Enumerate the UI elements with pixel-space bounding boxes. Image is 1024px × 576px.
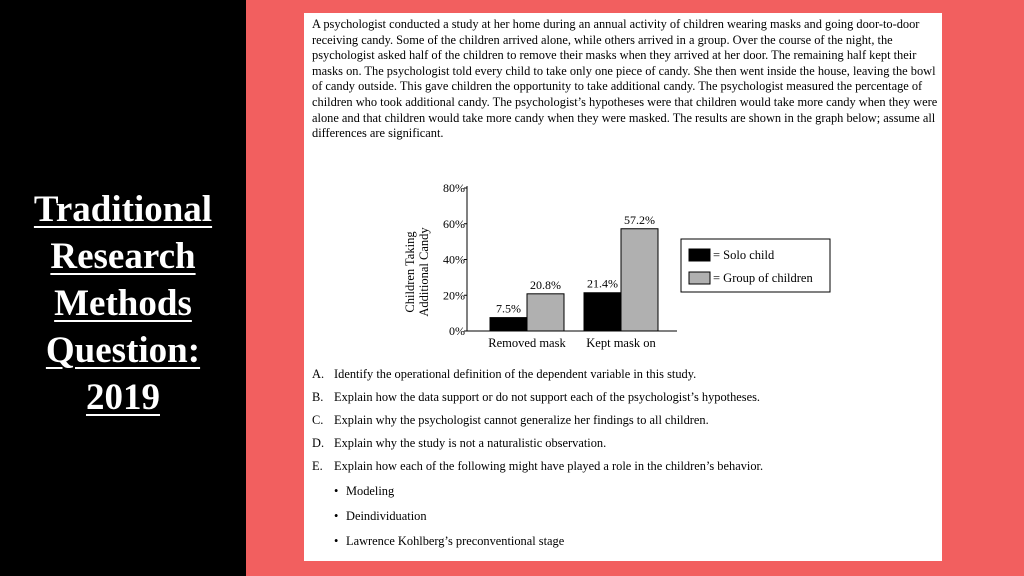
title-line: Methods (54, 282, 192, 324)
y-axis-label-line1: Children Taking (403, 231, 417, 313)
question-b (312, 390, 760, 405)
question-letter: C. (312, 413, 324, 427)
question-e (312, 459, 763, 474)
bullet-dot: • (334, 534, 339, 548)
legend-swatch-solo (689, 249, 710, 261)
chart-legend (681, 239, 830, 292)
y-tick-label: 80% (443, 181, 465, 195)
title-line: Research (50, 235, 196, 277)
y-tick-label: 40% (443, 252, 465, 267)
title-line: Traditional (33, 188, 213, 230)
bar (527, 294, 564, 331)
title-line: Question: (45, 329, 201, 371)
legend-swatch-group (689, 272, 710, 284)
question-a (312, 367, 696, 382)
bullet-dot: • (334, 484, 339, 498)
question-text: Explain how the data support or do not support each of the psychologist’s hypotheses. (334, 390, 761, 404)
legend-label-group: = Group of children (713, 271, 813, 285)
x-category-label: Kept mask on (586, 336, 656, 350)
plot-area (443, 181, 677, 350)
bullet-text: Lawrence Kohlberg’s preconventional stage (346, 534, 565, 548)
bar (490, 318, 527, 331)
bar (584, 293, 621, 331)
bar (621, 229, 658, 331)
bullet-text: Modeling (346, 484, 395, 498)
question-text: Explain why the psychologist cannot generalize her findings to all children. (334, 413, 709, 427)
question-letter: E. (312, 459, 323, 473)
y-tick-label: 20% (443, 288, 465, 303)
bullet-item (334, 534, 564, 549)
title-panel (0, 0, 246, 576)
question-letter: D. (312, 436, 325, 450)
bullet-item (334, 509, 427, 524)
y-tick-label: 0% (449, 324, 465, 338)
question-letter: A. (312, 367, 325, 381)
bar-value-label: 7.5% (496, 301, 521, 316)
bar-value-label: 57.2% (624, 212, 655, 227)
question-letter: B. (312, 390, 324, 404)
question-c (312, 413, 709, 428)
bullet-item (334, 484, 394, 499)
title-line: 2019 (85, 376, 160, 418)
x-category-label: Removed mask (488, 336, 566, 350)
slide-title (34, 186, 212, 421)
question-text: Explain how each of the following might have played a role in the children’s behavior. (334, 459, 764, 473)
y-tick-label: 60% (443, 216, 465, 231)
question-text: Identify the operational definition of the dependent variable in this study. (334, 367, 697, 381)
bar-value-label: 20.8% (530, 277, 561, 292)
question-passage: A psychologist conducted a study at her home during an annual activity of children wearing masks and going door-to-door receiving candy. Some of the children arrived alone, while others arrived in a group. Over the course of the night, the psychologist asked half of the children to remove their masks when they arrived at her door. The remaining half kept their masks on. The psychologist told every child to take only one piece of candy. She then went inside the house, leaving the bowl of candy outside. This gave children the opportunity to take additional candy. The psychologist measured the percentage of children who took additional candy. The psychologist’s hypotheses were that children would take more candy when they were alone and that children would take more candy when they were masked. The results are shown in the graph below; assume all differences are significant. (312, 17, 938, 141)
bullet-dot: • (334, 509, 339, 523)
question-text: Explain why the study is not a naturalistic observation. (334, 436, 607, 450)
bullet-text: Deindividuation (346, 509, 427, 523)
legend-label-solo: = Solo child (713, 248, 775, 262)
bar-value-label: 21.4% (587, 276, 618, 291)
question-card (304, 13, 942, 561)
results-bar-chart (304, 13, 942, 353)
question-d (312, 436, 606, 451)
y-axis-label-line2: Additional Candy (417, 227, 431, 317)
